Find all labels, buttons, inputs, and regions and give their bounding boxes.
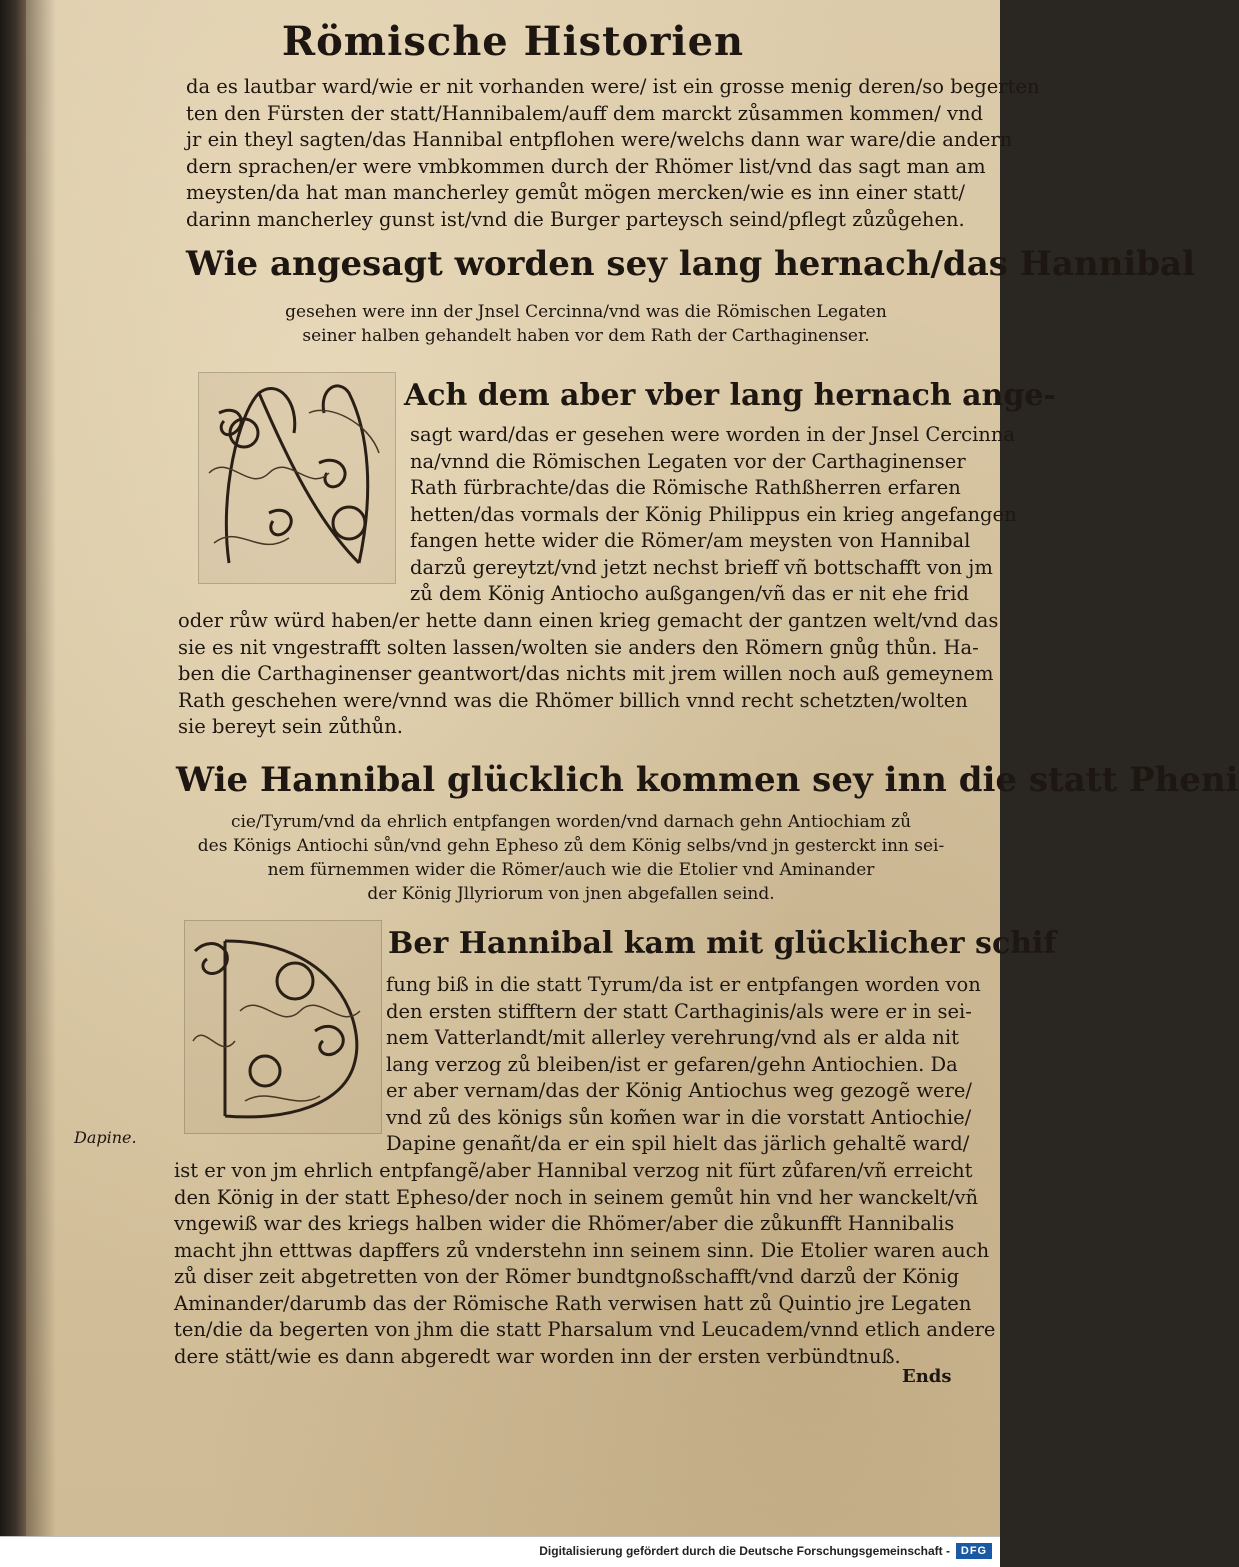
text-line: Rath geschehen were/vnnd was die Rhömer billich vnnd recht schetzten/wolten — [178, 688, 968, 712]
text-line: Rath fürbrachte/das die Römische Rathßherren erfaren — [410, 476, 961, 499]
funding-footer — [0, 1536, 1000, 1567]
text-line: zů diser zeit abgetretten von der Römer bundtgnoßschafft/vnd darzů der König — [174, 1265, 960, 1288]
text-line: ten den Fürsten der statt/Hannibalem/auff dem marckt zůsammen kommen/ vnd — [186, 101, 984, 125]
section-heading: Wie Hannibal glücklich kommen sey inn die statt Pheni — [176, 760, 1239, 800]
subheading-line: seiner halben gehandelt haben vor dem Rath der Carthaginenser. — [302, 326, 870, 346]
text-line: oder růw würd haben/er hette dann einen krieg gemacht der gantzen welt/vnd das — [178, 609, 999, 632]
section-heading: Wie angesagt worden sey lang hernach/das Hannibal — [186, 244, 1195, 284]
text-line: sagt ward/das er gesehen were worden in der Jnsel Cercinna — [410, 423, 1016, 446]
decorated-initial-n — [198, 372, 396, 584]
text-line: darinn mancherley gunst ist/vnd die Burger parteysch seind/pflegt zůzůgehen. — [186, 207, 965, 231]
text-line: Dapine genañt/da er ein spil hielt das järlich gehaltẽ ward/ — [386, 1132, 970, 1155]
section2-indented-text — [386, 972, 981, 1158]
text-line: meysten/da hat man mancherley gemůt mögen mercken/wie es inn einer statt/ — [186, 181, 965, 204]
initial-line: Ber Hannibal kam mit glücklicher schif — [388, 926, 1057, 961]
text-line: nem Vatterlandt/mit allerley verehrung/vnd als er alda nit — [386, 1026, 959, 1049]
dfg-logo-icon: DFG — [956, 1543, 992, 1559]
text-line: ist er von jm ehrlich entpfangẽ/aber Hannibal verzog nit fürt zůfaren/vñ erreicht — [174, 1159, 973, 1182]
section1-full-text — [178, 608, 999, 741]
section-subheading — [206, 300, 966, 348]
text-line: vngewiß war des kriegs halben wider die Rhömer/aber die zůkunfft Hannibalis — [174, 1212, 955, 1235]
intro-paragraph — [186, 74, 1040, 233]
text-line: dere stätt/wie es dann abgeredt war worden inn der ersten verbündtnuß. — [174, 1344, 901, 1368]
section-subheading — [176, 810, 966, 906]
text-line: fangen hette wider die Römer/am meysten von Hannibal — [410, 529, 971, 552]
text-line: fung biß in die statt Tyrum/da ist er entpfangen worden von — [386, 973, 981, 996]
catchword: Ends — [902, 1366, 952, 1387]
text-line: er aber vernam/das der König Antiochus weg gezogẽ were/ — [386, 1079, 972, 1102]
text-line: ten/die da begerten von jhm die statt Pharsalum vnd Leucadem/vnnd etlich andere — [174, 1318, 996, 1341]
text-line: jr ein theyl sagten/das Hannibal entpflohen were/welchs dann war ware/die andern — [186, 128, 1013, 151]
text-line: ben die Carthaginenser geantwort/das nichts mit jrem willen noch auß gemeynem — [178, 662, 994, 685]
funding-notice: Digitalisierung gefördert durch die Deutsche Forschungsgemeinschaft - — [539, 1544, 950, 1558]
running-head: Römische Historien — [281, 18, 745, 65]
section1-indented-text — [410, 422, 1017, 608]
decorated-initial-d — [184, 920, 382, 1134]
subheading-line: cie/Tyrum/vnd da ehrlich entpfangen worden/vnd darnach gehn Antiochiam zů — [230, 812, 912, 832]
subheading-line: der König Jllyriorum von jnen abgefallen seind. — [367, 884, 775, 904]
text-line: hetten/das vormals der König Philippus ein krieg angefangen — [410, 502, 1017, 526]
book-spine — [0, 0, 26, 1536]
text-line: macht jhn etttwas dapffers zů vnderstehn inn seinem sinn. Die Etolier waren auch — [174, 1238, 990, 1262]
text-line: na/vnnd die Römischen Legaten vor der Carthaginenser — [410, 449, 966, 473]
text-line: vnd zů des königs sůn kom̃en war in die vorstatt Antiochie/ — [386, 1105, 972, 1129]
book-page — [26, 0, 1239, 1536]
text-line: dern sprachen/er were vmbkommen durch der Rhömer list/vnd das sagt man am — [186, 154, 986, 178]
text-line: darzů gereytzt/vnd jetzt nechst brieff vñ bottschafft von jm — [410, 555, 993, 579]
text-line: Aminander/darumb das der Römische Rath verwisen hatt zů Quintio jre Legaten — [174, 1291, 972, 1315]
text-line: sie es nit vngestrafft solten lassen/wolten sie anders den Römern gnůg thůn. Ha- — [178, 635, 979, 659]
subheading-line: gesehen were inn der Jnsel Cercinna/vnd was die Römischen Legaten — [285, 302, 887, 322]
section2-full-text — [174, 1158, 996, 1370]
subheading-line: nem fürnemmen wider die Römer/auch wie die Etolier vnd Aminander — [267, 860, 875, 880]
gutter-shadow — [26, 0, 56, 1536]
margin-note: Dapine. — [74, 1128, 137, 1147]
text-line: zů dem König Antiocho außgangen/vñ das er nit ehe frid — [410, 582, 969, 605]
ornament-initial-icon — [199, 373, 395, 583]
text-line: den ersten stifftern der statt Carthaginis/als were er in sei- — [386, 999, 972, 1023]
text-line: sie bereyt sein zůthůn. — [178, 715, 404, 738]
ornament-initial-icon — [185, 921, 381, 1133]
text-line: den König in der statt Epheso/der noch in seinem gemůt hin vnd her wanckelt/vñ — [174, 1185, 979, 1209]
text-line: da es lautbar ward/wie er nit vorhanden were/ ist ein grosse menig deren/so begerten — [186, 75, 1040, 98]
initial-line: Ach dem aber vber lang hernach ange- — [404, 378, 1056, 413]
subheading-line: des Königs Antiochi sůn/vnd gehn Epheso zů dem König selbs/vnd jn gesterckt inn sei- — [197, 836, 945, 856]
text-line: lang verzog zů bleiben/ist er gefaren/gehn Antiochien. Da — [386, 1052, 958, 1076]
